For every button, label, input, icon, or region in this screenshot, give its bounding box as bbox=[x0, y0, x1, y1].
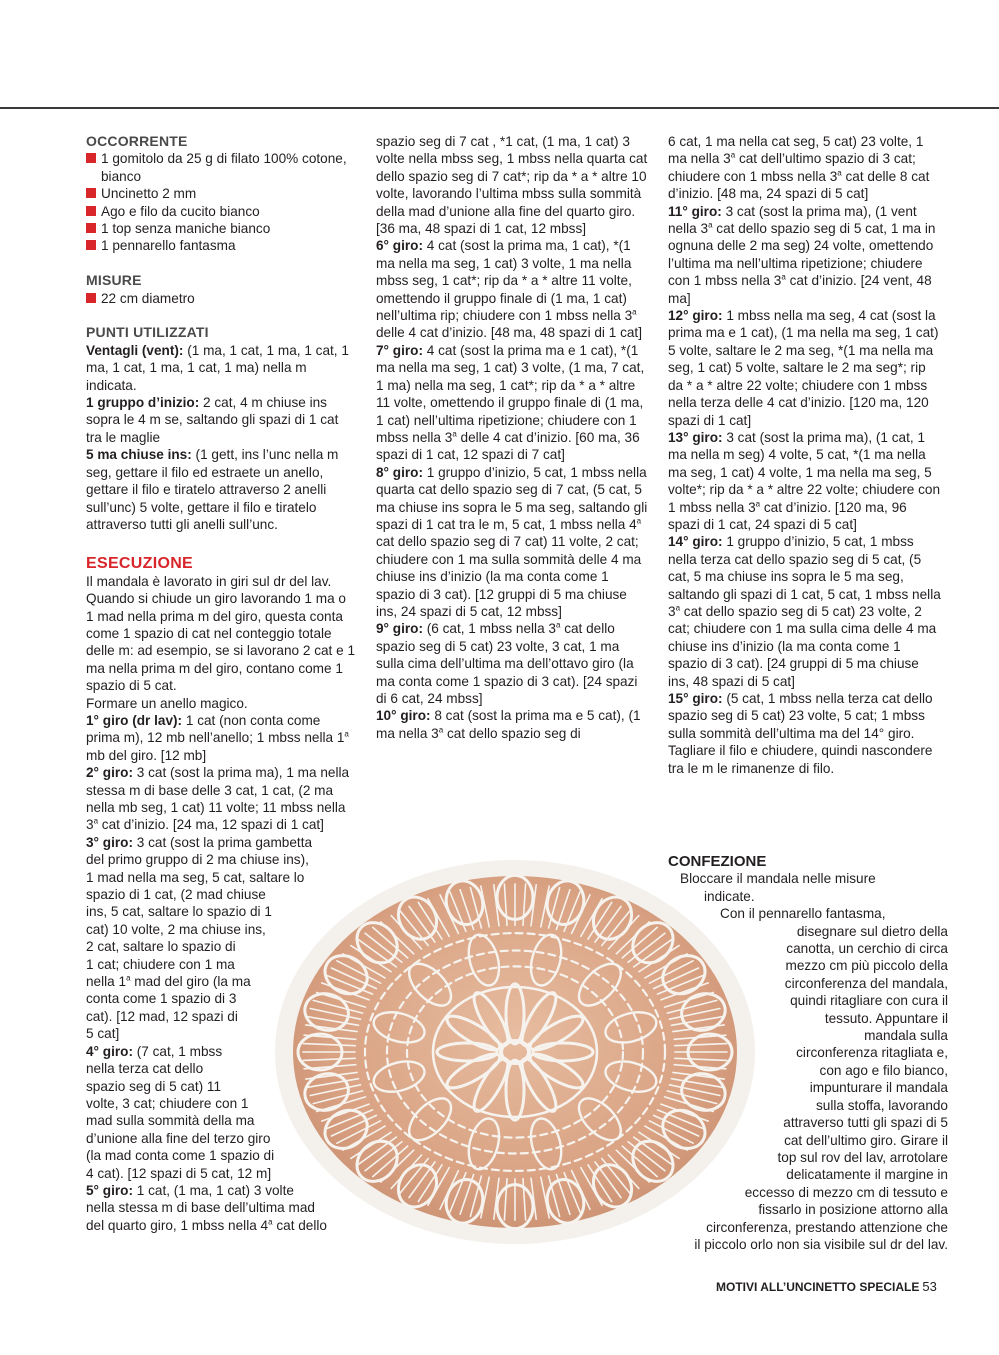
bullet-square-icon bbox=[86, 206, 96, 216]
bullet-square-icon bbox=[86, 223, 96, 233]
giro-15: 15° giro: (5 cat, 1 mbss nella terza cat dello spazio seg di 5 cat) 23 volte, 5 cat; 1 mbss sulla sommità dell’ultima ma del 14° giro. Tagliare il filo e chiudere, quindi nascondere tra le m le rimanenze di filo. bbox=[668, 691, 933, 776]
misure-item: 22 cm diametro bbox=[86, 290, 356, 307]
occorrente-title: OCCORRENTE bbox=[86, 133, 188, 149]
giro-6: 6° giro: 4 cat (sost la prima ma, 1 cat), *(1 ma nella ma seg, 1 cat) 3 volte, 1 ma nella mbss seg, 1 cat*; rip da * a * altre 11 volte, omettendo il gruppo finale di (1 ma, 1 cat) nell’ultima rip; chiudere con 1 mbss nella 3$^a$ delle 4 cat d’inizio. [48 ma, 48 spazi di 1 cat] bbox=[376, 238, 642, 341]
magazine-title: MOTIVI ALL’UNCINETTO SPECIALE bbox=[716, 1280, 920, 1294]
bullet-square-icon bbox=[86, 293, 96, 303]
giro-10: 10° giro: 8 cat (sost la prima ma e 5 cat), (1 ma nella 3$^a$ cat dello spazio seg di bbox=[376, 708, 641, 741]
giro-14: 14° giro: 1 gruppo d’inizio, 5 cat, 1 mbss nella terza cat dello spazio seg di 5 cat, (5 cat, 5 ma chiuse ins sopra le 5 ma seg, saltando gli spazi di 1 cat, 5 cat, 1 mbss nella 3$^a$ cat dello spazio seg di 5 cat) 23 volte, 2 cat; chiudere con 1 ma sulla cima delle 4 ma chiuse ins d’inizio (la ma conta come 1 spazio di 3 cat). [24 gruppi di 5 ma chiuse ins, 48 spazi di 5 cat] bbox=[668, 534, 941, 689]
punto-ventagli: Ventagli (vent): (1 ma, 1 cat, 1 ma, 1 cat, 1 ma, 1 cat, 1 ma, 1 cat, 1 ma) nella m indicata. bbox=[86, 342, 349, 393]
materials-list bbox=[86, 150, 356, 254]
material-item: Uncinetto 2 mm bbox=[86, 185, 356, 202]
giro-8: 8° giro: 1 gruppo d’inizio, 5 cat, 1 mbss nella quarta cat dello spazio seg di 7 cat, (5 cat, 5 ma chiuse ins sopra le 5 ma seg, saltando gli spazi di 1 cat tra le m, 5 cat, 1 mbss nella 4$^a$ cat dello spazio seg di 7 cat) 11 volte, 2 cat; chiudere con 1 ma sulla sommità delle 4 ma chiuse ins d’inizio (la ma conta come 1 spazio di 3 cat). [12 gruppi di 5 ma chiuse ins, 24 spazi di 5 cat, 12 mbss] bbox=[376, 464, 648, 619]
material-item: 1 top senza maniche bianco bbox=[86, 220, 356, 237]
giro-1: 1° giro (dr lav): 1 cat (non conta come prima m), 12 mb nell’anello; 1 mbss nella 1$^a$ mb del giro. [12 mb] bbox=[86, 712, 349, 763]
bullet-square-icon bbox=[86, 153, 96, 163]
giro-11: 11° giro: 3 cat (sost la prima ma), (1 vent nella 3$^a$ cat dello spazio seg di 5 cat, 1 ma in ognuna delle 2 ma seg) 24 volte, omettendo l’ultima ma nell’ultima ripetizione; chiudere con 1 mbss nella 3$^a$ cat d’inizio. [24 vent, 48 ma] bbox=[668, 203, 936, 306]
giro-7: 7° giro: 4 cat (sost la prima ma e 1 cat), *(1 ma nella ma seg, 1 cat) 3 volte, (1 ma, 7 cat, 1 ma) nella ma seg, 1 cat*; rip da * a * altre 11 volte, omettendo il gruppo finale di (1 ma, 1 cat) nell’ultima ripetizione; chiudere con 1 mbss nella 3$^a$ delle 4 cat d’inizio. [60 ma, 36 spazi di 1 cat, 12 spazi di 7 cat] bbox=[376, 342, 645, 463]
giro-5: 5° giro: 1 cat, (1 ma, 1 cat) 3 volte nella stessa m di base dell’ultima mad del quarto giro, 1 mbss nella 4$^a$ cat dello bbox=[86, 1182, 327, 1233]
bullet-square-icon bbox=[86, 240, 96, 250]
material-item: 1 gomitolo da 25 g di filato 100% cotone, bianco bbox=[86, 150, 356, 185]
giro-4: 4° giro: (7 cat, 1 mbss nella terza cat dello spazio seg di 5 cat) 11 volte, 3 cat; chiudere con 1 mad sulla sommità della ma d’unione alla fine del terzo giro (la mad conta come 1 spazio di 4 cat). [12 spazi di 5 cat, 12 m] bbox=[86, 1043, 275, 1181]
esecuzione-title: ESECUZIONE bbox=[86, 555, 194, 573]
punti-title: PUNTI UTILIZZATI bbox=[86, 324, 209, 341]
confezione-title: CONFEZIONE bbox=[668, 853, 767, 870]
giro-5-continued: spazio seg di 7 cat , *1 cat, (1 ma, 1 cat) 3 volte nella mbss seg, 1 mbss nella quarta cat dello spazio seg di 7 cat*; rip da * a * altre 10 volte, lavorando l’ultima mbss sulla sommità della mad d’unione alla fine del quarto giro. [36 ma, 48 spazi di 1 cat, 12 mbss] bbox=[376, 134, 648, 237]
page-number: 53 bbox=[922, 1279, 937, 1294]
punto-5-ma-chiuse: 5 ma chiuse ins: (1 gett, ins l’unc nella m seg, gettare il filo ed estraete un anello, gettare il filo e tiratelo attraverso 2 anelli sull’unc) 5 volte, gettare il filo e tiratelo attraverso tutti gli anelli sull’unc. bbox=[86, 447, 339, 532]
giro-12: 12° giro: 1 mbss nella ma seg, 4 cat (sost la prima ma e 1 cat), (1 ma nella ma seg, 1 cat) 5 volte, saltare le 2 ma seg, *(1 ma nella ma seg, 1 cat) 5 volte, saltare le 2 ma seg*; rip da * a * altre 22 volte; chiudere con 1 mbss nella terza delle 4 cat d’inizio. [120 ma, 120 spazi di 1 cat] bbox=[668, 308, 939, 428]
header-rule bbox=[0, 107, 999, 109]
giro-13: 13° giro: 3 cat (sost la prima ma), (1 cat, 1 ma nella m seg) 4 volte, 5 cat, *(1 ma nella ma seg, 1 cat) 4 volte, 1 ma nella ma seg, 5 volte*; rip da * a * altre 22 volte; chiudere con 1 mbss nella 3$^a$ cat d’inizio. [120 ma, 96 spazi di 1 cat, 24 spazi di 5 cat] bbox=[668, 429, 941, 532]
material-item: Ago e filo da cucito bianco bbox=[86, 203, 356, 220]
column-2 bbox=[376, 133, 648, 742]
giro-3: 3° giro: 3 cat (sost la prima gambetta del primo gruppo di 2 ma chiuse ins), 1 mad nella ma seg, 5 cat, saltare lo spazio di 1 cat, (2 mad chiuse ins, 5 cat, saltare lo spazio di 1 cat) 10 volte, 2 ma chiuse ins, 2 cat, saltare lo spazio di 1 cat; chiudere con 1 ma nella 1$^a$ mad del giro (la ma conta come 1 spazio di 3 cat). [12 mad, 12 spazi di 5 cat] bbox=[86, 834, 313, 1042]
confezione-text: Bloccare il mandala nelle misure indicate. Con il pennarello fantasma, disegnare sul dietro della canotta, un cerchio di circa mezzo cm più piccolo della circonferenza del mandala, quindi ritagliare con cura il tessuto. Appuntare il mandala sulla circonferenza ritagliata e, con ago e filo bianco, impunturare il mandala sulla stoffa, lavorando attraverso tutti gli spazi di 5 cat dell’ultimo giro. Girare il top sul rov del lav, arrotolare delicatamente il margine in eccesso di mezzo cm di tessuto e fissarlo in posizione attorno alla circonferenza, prestando attenzione che il piccolo orlo non sia visibile sul dr del lav. bbox=[680, 871, 948, 1252]
bullet-square-icon bbox=[86, 188, 96, 198]
misure-title: MISURE bbox=[86, 272, 142, 289]
giro-2: 2° giro: 3 cat (sost la prima ma), 1 ma nella stessa m di base delle 3 cat, 1 cat, (2 ma nella mb seg, 1 cat) 11 volte; 11 mbss nella 3$^a$ cat d’inizio. [24 ma, 12 spazi di 1 cat] bbox=[86, 765, 350, 833]
material-item: 1 pennarello fantasma bbox=[86, 237, 356, 254]
column-3 bbox=[668, 133, 942, 777]
punto-gruppo-inizio: 1 gruppo d’inizio: 2 cat, 4 m chiuse ins sopra le 4 m se, saltando gli spazi di 1 cat tra le maglie bbox=[86, 395, 339, 445]
anello-magico: Formare un anello magico. bbox=[86, 695, 248, 711]
page-footer bbox=[716, 1279, 937, 1294]
giro-9: 9° giro: (6 cat, 1 mbss nella 3$^a$ cat dello spazio seg di 5 cat) 23 volte, 3 cat, 1 ma sulla cima dell’ultima ma dell’ottavo giro (la ma conta come 1 spazio di 3 cat). [24 spazi di 6 cat, 24 mbss] bbox=[376, 620, 638, 706]
esecuzione-intro: Il mandala è lavorato in giri sul dr del lav. Quando si chiude un giro lavorando 1 ma o 1 mad nella prima m del giro, questa conta come 1 spazio di cat nel conteggio totale delle m: ad esempio, se si lavorano 2 cat e 1 ma nella prima m del giro, contano come 1 spazio di 5 cat. bbox=[86, 573, 356, 694]
confezione-section bbox=[668, 853, 948, 1253]
giro-10-continued: 6 cat, 1 ma nella cat seg, 5 cat) 23 volte, 1 ma nella 3$^a$ cat dell’ultimo spazio di 3 cat; chiudere con 1 mbss nella 3$^a$ cat delle 8 cat d’inizio. [48 ma, 24 spazi di 5 cat] bbox=[668, 134, 930, 202]
